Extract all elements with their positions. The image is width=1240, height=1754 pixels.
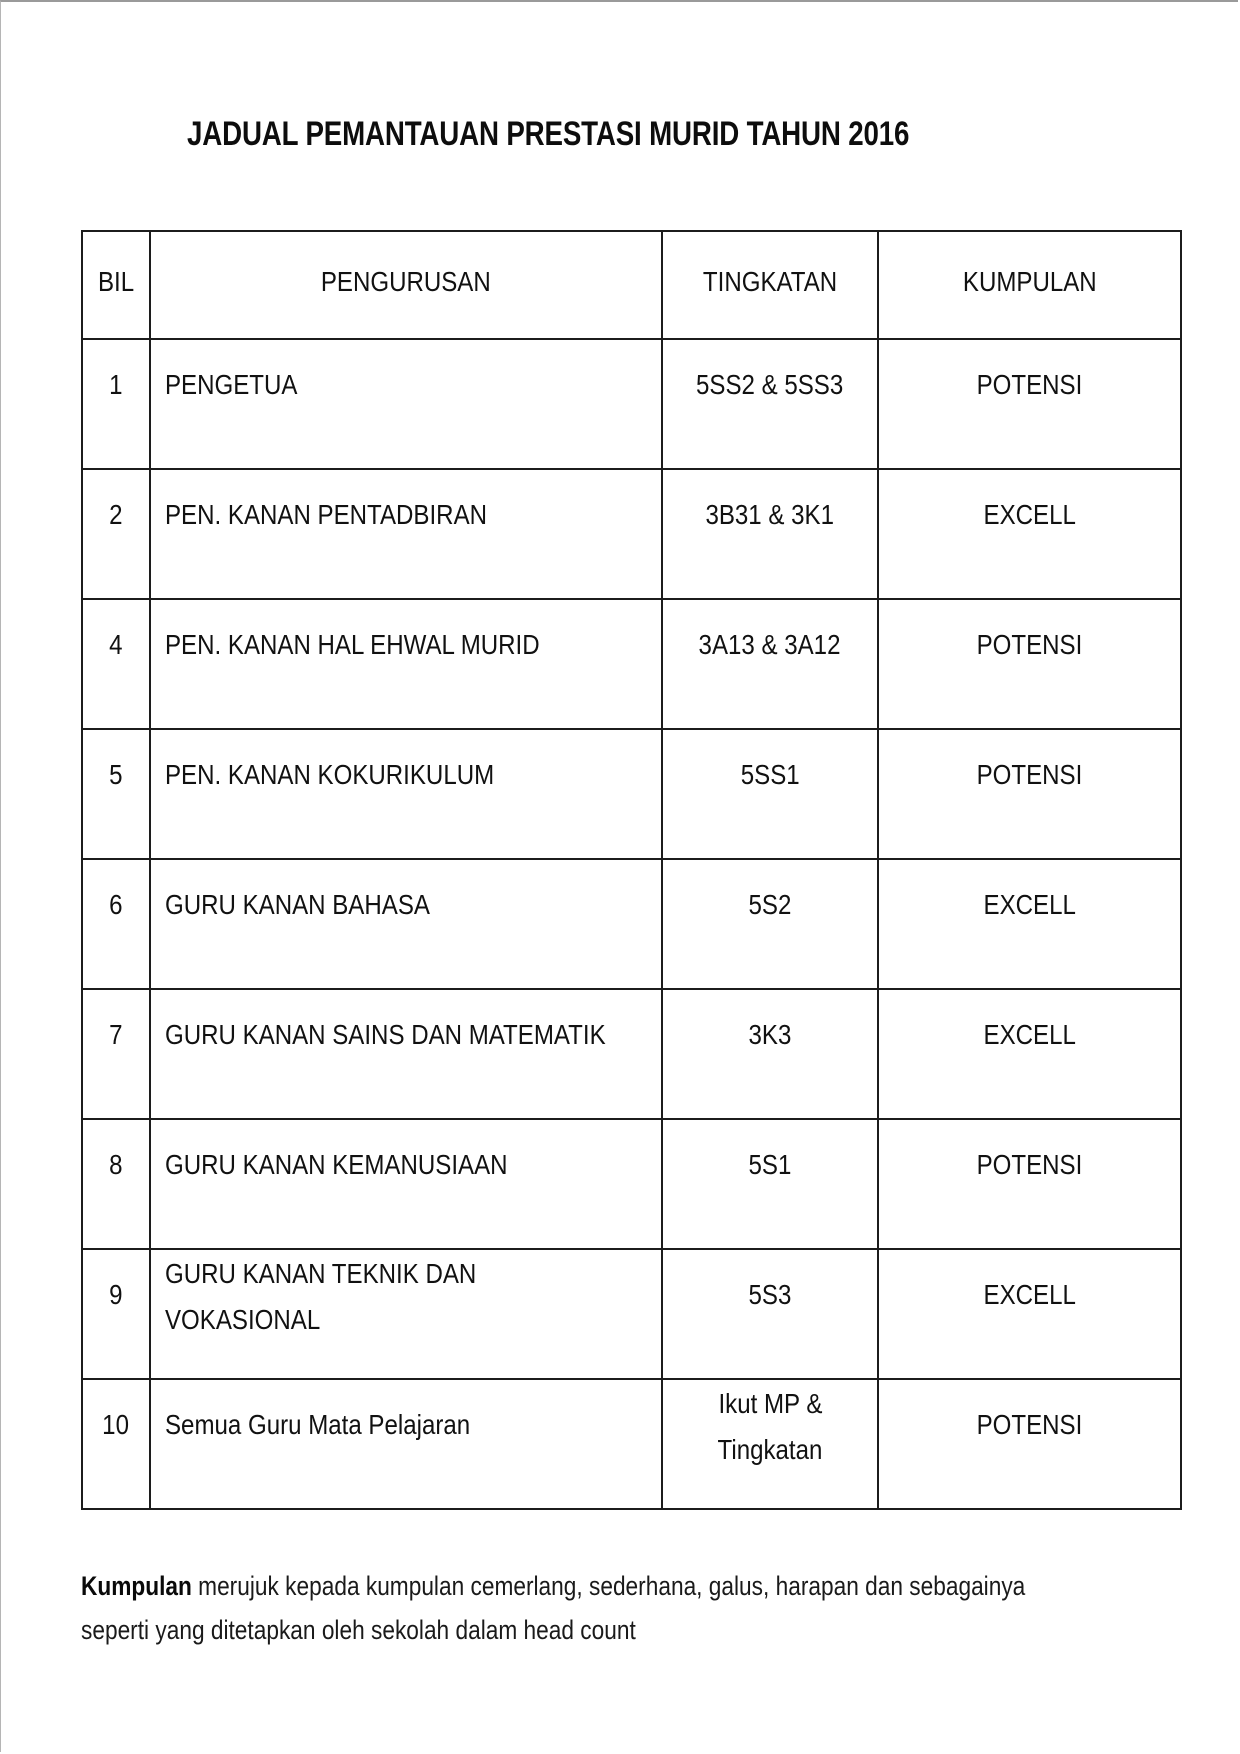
table-row bbox=[82, 469, 1181, 599]
cell-pengurusan: PEN. KANAN HAL EHWAL MURID bbox=[150, 599, 662, 729]
footnote-line-2: seperti yang ditetapkan oleh sekolah dalam head count bbox=[81, 1615, 636, 1645]
header-tingkatan: TINGKATAN bbox=[662, 231, 878, 339]
table-row bbox=[82, 859, 1181, 989]
cell-kumpulan: POTENSI bbox=[878, 729, 1181, 859]
cell-bil: 9 bbox=[82, 1249, 150, 1379]
cell-pengurusan: GURU KANAN KEMANUSIAAN bbox=[150, 1119, 662, 1249]
cell-tingkatan: 3A13 & 3A12 bbox=[662, 599, 878, 729]
cell-pengurusan: GURU KANAN BAHASA bbox=[150, 859, 662, 989]
cell-kumpulan: EXCELL bbox=[878, 1249, 1181, 1379]
cell-bil: 6 bbox=[82, 859, 150, 989]
table-row bbox=[82, 1379, 1181, 1509]
cell-tingkatan: 5SS2 & 5SS3 bbox=[662, 339, 878, 469]
cell-kumpulan: POTENSI bbox=[878, 599, 1181, 729]
cell-bil: 2 bbox=[82, 469, 150, 599]
document-title: JADUAL PEMANTAUAN PRESTASI MURID TAHUN 2016 bbox=[187, 115, 910, 153]
cell-pengurusan: GURU KANAN SAINS DAN MATEMATIK bbox=[150, 989, 662, 1119]
cell-bil: 8 bbox=[82, 1119, 150, 1249]
header-kumpulan: KUMPULAN bbox=[878, 231, 1181, 339]
cell-tingkatan: 5SS1 bbox=[662, 729, 878, 859]
cell-tingkatan: 3K3 bbox=[662, 989, 878, 1119]
cell-bil: 5 bbox=[82, 729, 150, 859]
cell-tingkatan: 3B31 & 3K1 bbox=[662, 469, 878, 599]
cell-bil: 4 bbox=[82, 599, 150, 729]
cell-tingkatan: 5S3 bbox=[662, 1249, 878, 1379]
cell-tingkatan: 5S2 bbox=[662, 859, 878, 989]
cell-pengurusan: PENGETUA bbox=[150, 339, 662, 469]
table-header-row bbox=[82, 231, 1181, 339]
cell-kumpulan: EXCELL bbox=[878, 989, 1181, 1119]
footnote-text: merujuk kepada kumpulan cemerlang, sederhana, galus, harapan dan sebagainya bbox=[191, 1571, 1026, 1601]
cell-bil: 7 bbox=[82, 989, 150, 1119]
table-row bbox=[82, 729, 1181, 859]
header-pengurusan: PENGURUSAN bbox=[150, 231, 662, 339]
cell-kumpulan: POTENSI bbox=[878, 339, 1181, 469]
cell-kumpulan: POTENSI bbox=[878, 1379, 1181, 1509]
footnote-term: Kumpulan bbox=[81, 1571, 192, 1601]
cell-pengurusan: Semua Guru Mata Pelajaran bbox=[150, 1379, 662, 1509]
cell-pengurusan: PEN. KANAN PENTADBIRAN bbox=[150, 469, 662, 599]
cell-bil: 1 bbox=[82, 339, 150, 469]
cell-tingkatan: 5S1 bbox=[662, 1119, 878, 1249]
monitoring-table bbox=[81, 230, 1182, 1510]
header-bil: BIL bbox=[82, 231, 150, 339]
cell-pengurusan: GURU KANAN TEKNIK DAN VOKASIONAL bbox=[150, 1249, 662, 1379]
table-row bbox=[82, 1249, 1181, 1379]
cell-tingkatan: Ikut MP & Tingkatan bbox=[662, 1379, 878, 1509]
cell-pengurusan: PEN. KANAN KOKURIKULUM bbox=[150, 729, 662, 859]
cell-kumpulan: EXCELL bbox=[878, 859, 1181, 989]
table-row bbox=[82, 339, 1181, 469]
table-row bbox=[82, 989, 1181, 1119]
table-row bbox=[82, 1119, 1181, 1249]
cell-kumpulan: EXCELL bbox=[878, 469, 1181, 599]
footnote bbox=[81, 1564, 1201, 1652]
footnote-line-1 bbox=[81, 1564, 1026, 1608]
cell-kumpulan: POTENSI bbox=[878, 1119, 1181, 1249]
cell-bil: 10 bbox=[82, 1379, 150, 1509]
table-row bbox=[82, 599, 1181, 729]
